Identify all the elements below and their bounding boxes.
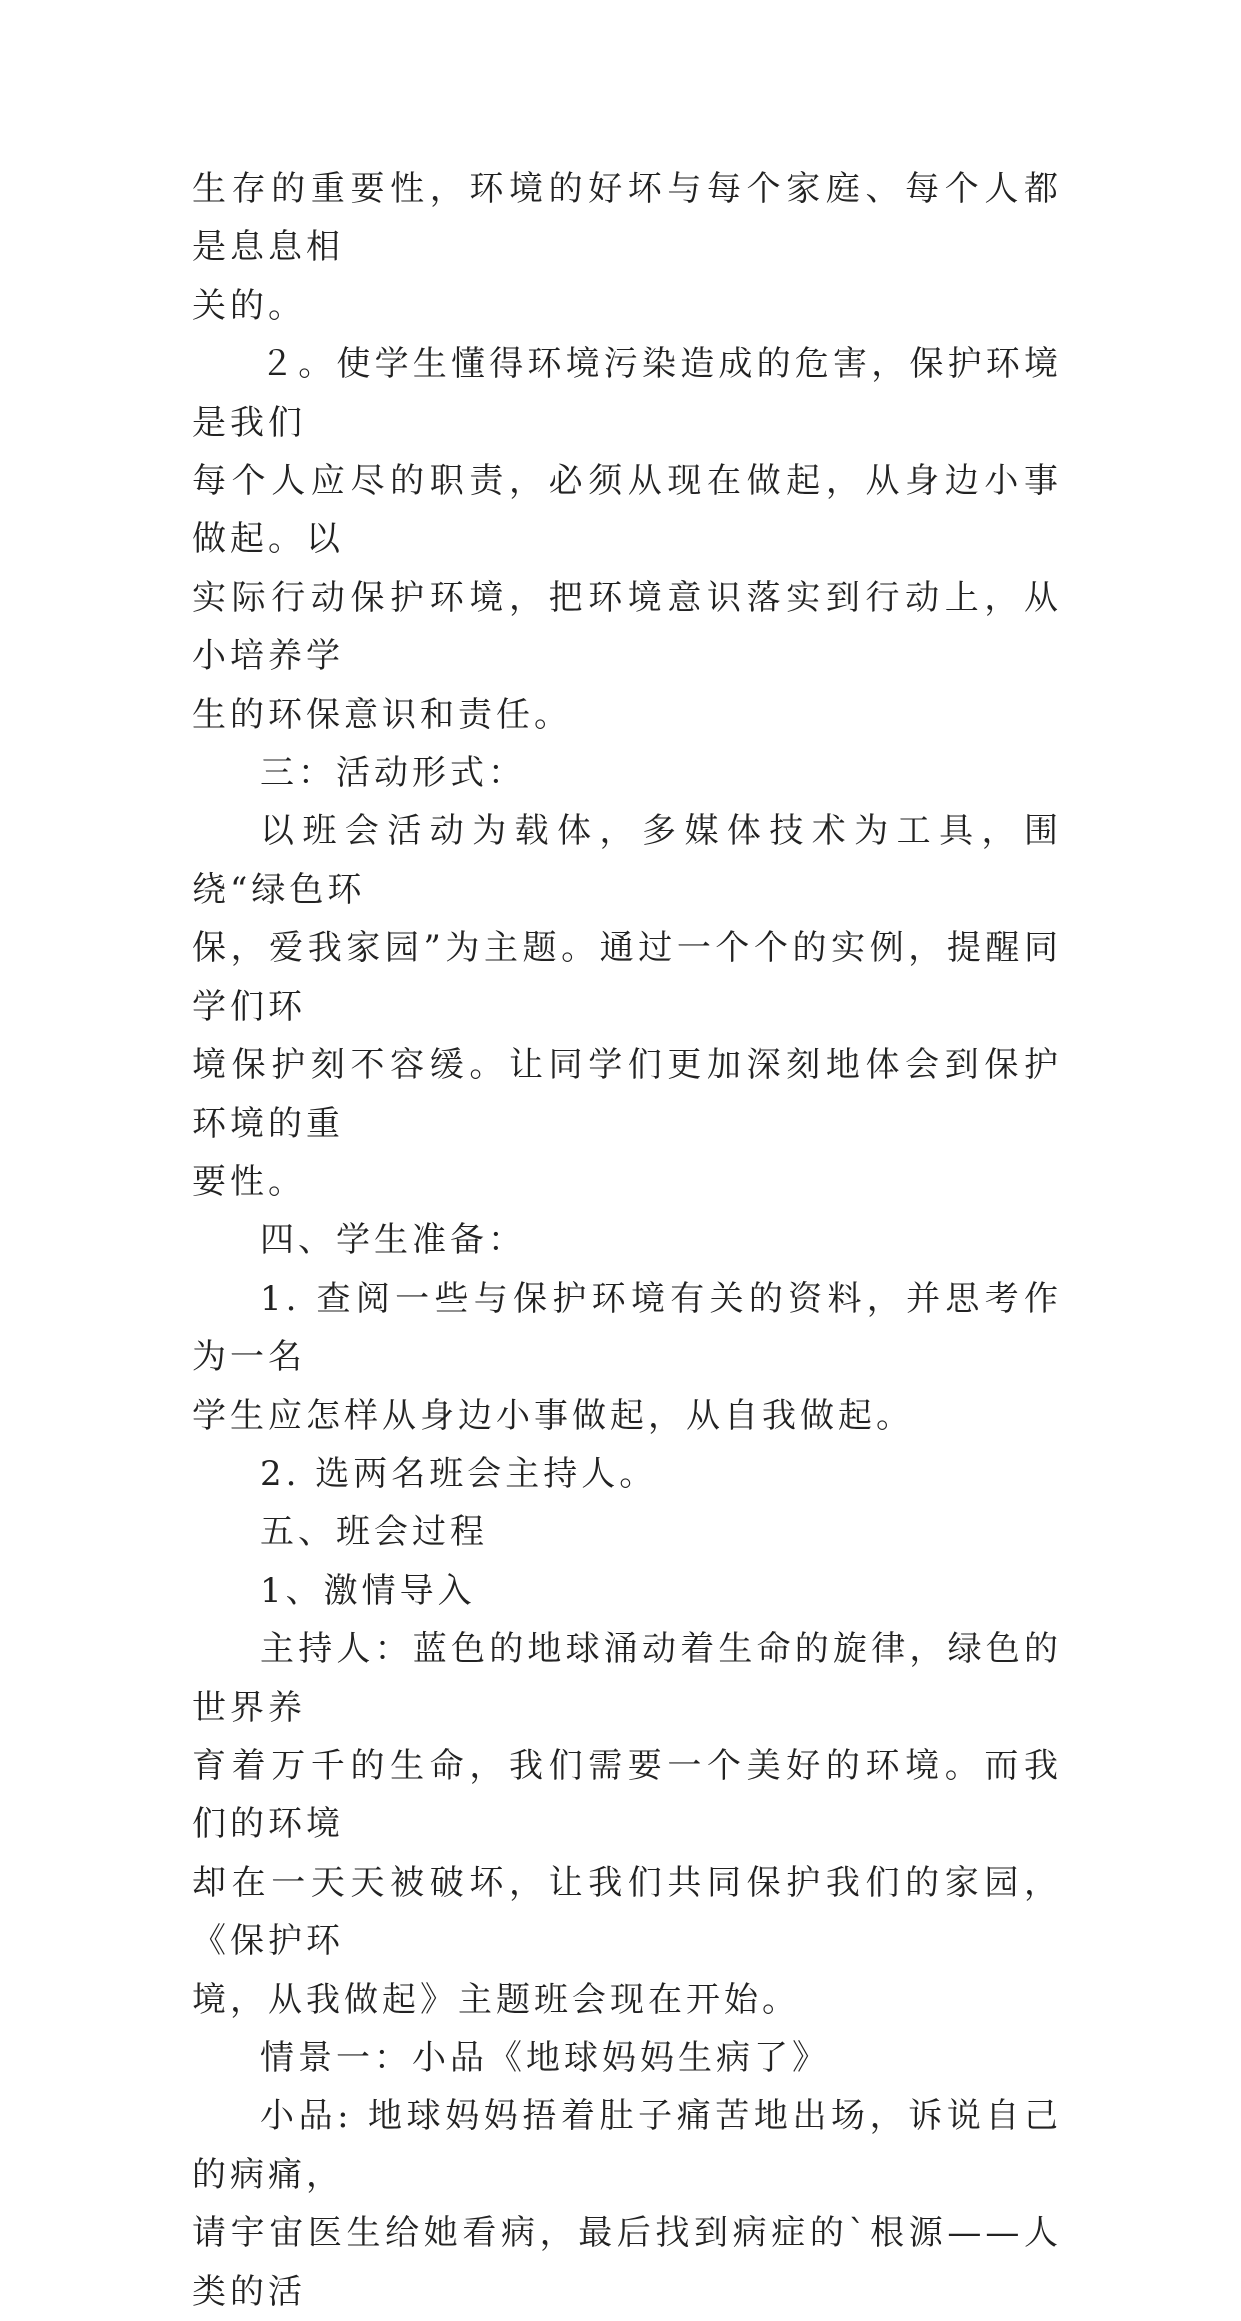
- paragraph-host-speech: 主持人：蓝色的地球涌动着生命的旋律，绿色的世界养 育着万千的生命，我们需要一个美好的环境。而我们的环境 却在一天天被破坏，让我们共同保护我们的家园，《保护环 境，从我做起》主题班会现在开始。: [192, 1629, 1062, 2020]
- paragraph-objective-2: ２。使学生懂得环境污染造成的危害，保护环境是我们 每个人应尽的职责，必须从现在做起，从身边小事做起。以 实际行动保护环境，把环境意识落实到行动上，从小培养学 生的环保意识和责任。: [192, 344, 1062, 735]
- heading-class-meeting-process: 五、班会过程: [260, 1512, 488, 1553]
- list-item-preparation-1: 1. 查阅一些与保护环境有关的资料，并思考作为一名 学生应怎样从身边小事做起，从自我做起。: [192, 1278, 1062, 1436]
- heading-introduction: 1、激情导入: [260, 1570, 476, 1611]
- paragraph-env-importance-continued: 生存的重要性，环境的好坏与每个家庭、每个人都是息息相 关的。: [192, 169, 1062, 326]
- document-body: [192, 160, 1062, 2321]
- heading-student-preparation: 四、学生准备：: [260, 1220, 526, 1261]
- paragraph-skit-description: 小品: 地球妈妈捂着肚子痛苦地出场，诉说自己的病痛， 请宇宙医生给她看病，最后找到病症的`根源——人类的活: [192, 2096, 1062, 2312]
- heading-scene-one: 情景一：小品《地球妈妈生病了》: [260, 2038, 830, 2078]
- list-item-preparation-2: 2. 选两名班会主持人。: [260, 1453, 658, 1494]
- paragraph-activity-form: 以班会活动为载体，多媒体技术为工具，围绕“绿色环 保，爱我家园”为主题。通过一个个的实例，提醒同学们环 境保护刻不容缓。让同学们更加深刻地体会到保护环境的重 要性。: [192, 811, 1062, 1202]
- heading-activity-form: 三：活动形式：: [260, 753, 526, 794]
